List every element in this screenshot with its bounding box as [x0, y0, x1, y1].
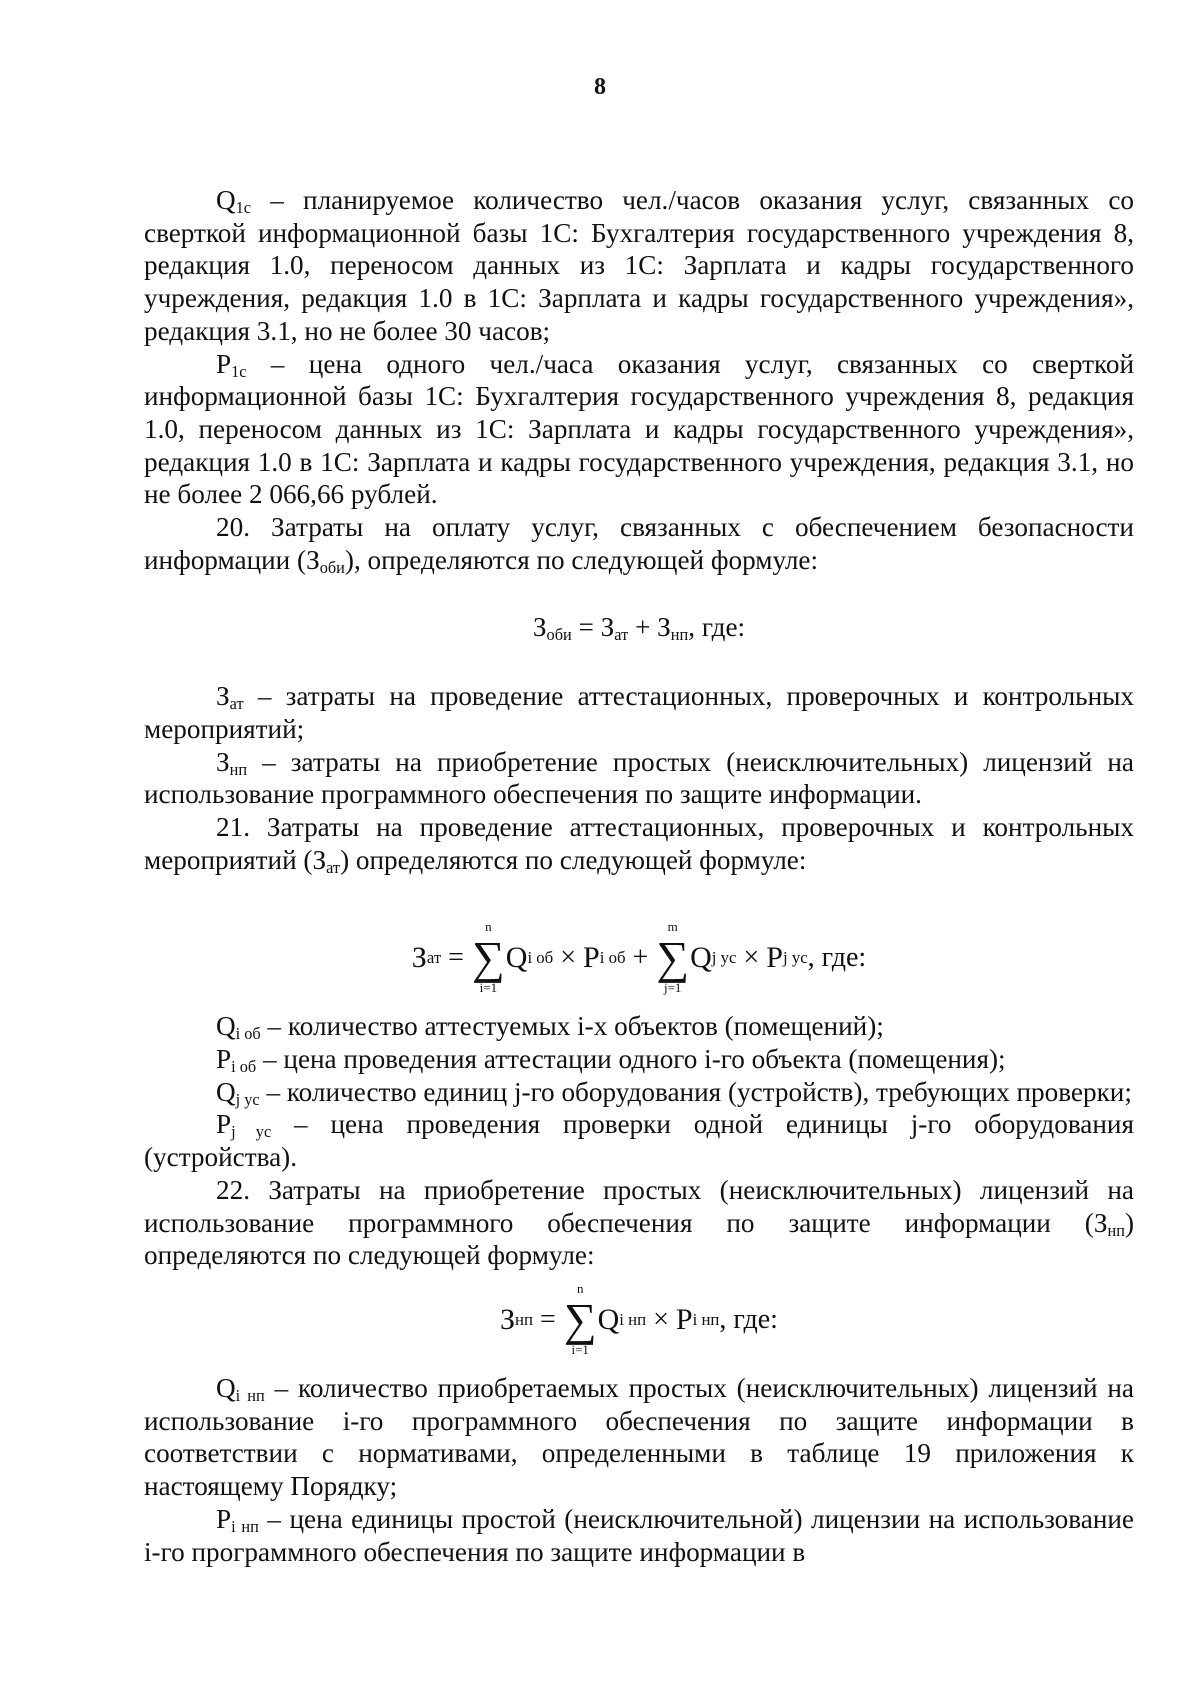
- formula-tail: , где:: [688, 612, 746, 643]
- symbol: P: [216, 1109, 232, 1140]
- formula-var: Q: [690, 941, 712, 974]
- formula-var: P: [583, 941, 600, 974]
- symbol-subscript: 1с: [231, 361, 247, 381]
- formula-tail: , где:: [719, 1303, 778, 1335]
- sum-upper-limit: n: [576, 1280, 584, 1296]
- formula-license-costs: [144, 1276, 1134, 1364]
- paragraph-text: ) определяются по следующей формуле:: [144, 1207, 1134, 1271]
- formula-subscript: ат: [614, 625, 629, 645]
- formula-var: P: [766, 941, 783, 974]
- formula-equals: =: [448, 942, 464, 973]
- sum-sign: [656, 920, 689, 996]
- symbol-subscript: нп: [229, 759, 248, 779]
- symbol: З: [216, 681, 230, 712]
- formula-var: З: [500, 1302, 516, 1336]
- formula-term: = З: [571, 612, 615, 643]
- symbol: Q: [216, 1011, 236, 1042]
- paragraph-text: – количество приобретаемых простых (неисключительных) лицензий на использование i-го программного обеспечения по защите информации в соответствии с нормативами, определенными в таблице 19 приложения к настоящему Порядку;: [144, 1372, 1134, 1502]
- paragraph-text: – затраты на проведение аттестационных, проверочных и контрольных мероприятий;: [144, 681, 1134, 744]
- paragraph-text: 22. Затраты на приобретение простых (неисключительных) лицензий на использование программного обеспечения по защите информации (З: [144, 1174, 1134, 1238]
- formula-term: P i об: [583, 941, 626, 974]
- formula-security-costs: [144, 611, 1134, 644]
- paragraph-text: 21. Затраты на проведение аттестационных, проверочных и контрольных мероприятий (З: [144, 811, 1134, 875]
- paragraph-item-21: [144, 811, 1134, 876]
- formula-var: P: [675, 1302, 693, 1336]
- sum-sign: [564, 1282, 597, 1358]
- paragraph-text: 20. Затраты на оплату услуг, связанных с обеспечением безопасности информации (З: [144, 512, 1134, 575]
- symbol: Q: [216, 1372, 236, 1403]
- formula-times: ×: [743, 942, 760, 973]
- symbol: Q: [216, 185, 236, 215]
- sum-lower-limit: j=1: [663, 980, 682, 996]
- formula-attestation-costs: [144, 910, 1134, 1006]
- symbol-subscript: нп: [1107, 1220, 1125, 1240]
- sum-upper-limit: n: [485, 919, 492, 935]
- page-number: 8: [594, 74, 606, 100]
- paragraph-pinp: [144, 1503, 1134, 1568]
- paragraph-text: ) определяются по следующей формуле:: [340, 844, 807, 875]
- paragraph-item-22: [144, 1174, 1134, 1272]
- paragraph-text: – количество единиц j-го оборудования (устройств), требующих проверки;: [259, 1076, 1132, 1107]
- formula-term: P j ус: [766, 941, 808, 974]
- paragraph-q1c: [144, 184, 1134, 348]
- symbol-subscript: 1с: [235, 198, 252, 218]
- formula-equals: =: [540, 1303, 556, 1335]
- sigma-glyph: ∑: [563, 1293, 597, 1345]
- formula-times: ×: [653, 1303, 669, 1335]
- paragraph-pjus: [144, 1108, 1134, 1173]
- formula-var: Q: [597, 1302, 620, 1336]
- paragraph-text: – цена проведения аттестации одного i-го объекта (помещения);: [256, 1044, 1006, 1075]
- paragraph-zat: [144, 680, 1134, 745]
- paragraph-p1c: [144, 348, 1134, 512]
- paragraph-piob: [144, 1043, 1134, 1076]
- formula-plus: +: [632, 942, 649, 973]
- paragraph-text: – цена одного чел./часа оказания услуг, связанных со сверткой информационной базы 1С: Бухгалтерия государственного учреждения 8, редакция 1.0, переносом данных из 1С: Зарплата и кадры государственного учреждения», редакция 1.0 в 1С: Зарплата и кадры государственного учреждения, редакция 3.1, но не более 2 066,66 рублей.: [144, 348, 1134, 510]
- formula-subscript: нп: [670, 625, 689, 645]
- symbol: P: [216, 1503, 232, 1534]
- paragraph-qinp: [144, 1372, 1134, 1503]
- formula-term: Q j ус: [690, 941, 737, 974]
- sum-lower-limit: i=1: [571, 1341, 589, 1357]
- formula-lhs: З нп: [500, 1302, 534, 1336]
- paragraph-text: – планируемое количество чел./часов оказания услуг, связанных со сверткой информационной базы 1С: Бухгалтерия государственного учреждения 8, редакция 1.0, переносом данных из 1С: Зарплата и кадры государственного учреждения, редакция 1.0 в 1С: Зарплата и кадры государственного учреждения», редакция 3.1, но не более 30 часов;: [144, 185, 1134, 346]
- paragraph-text: – затраты на приобретение простых (неисключительных) лицензий на использование программного обеспечения по защите информации.: [144, 746, 1134, 810]
- paragraph-item-20: [144, 511, 1134, 576]
- sum-sign: [472, 920, 505, 996]
- paragraph-qiob: [144, 1010, 1134, 1043]
- formula-tail: , где:: [807, 942, 867, 973]
- symbol: Q: [216, 1076, 236, 1107]
- formula-term: Q i нп: [597, 1302, 647, 1336]
- symbol-subscript: ат: [229, 694, 244, 714]
- paragraph-text: – цена единицы простой (неисключительной) лицензии на использование i-го программного обеспечения по защите информации в: [144, 1503, 1134, 1567]
- paragraph-text: – количество аттестуемых i-х объектов (помещений);: [260, 1011, 884, 1042]
- symbol-subscript: j ус: [235, 1089, 260, 1109]
- formula-lhs: З: [532, 612, 547, 643]
- symbol-subscript: i об: [231, 1057, 257, 1077]
- symbol-subscript: i нп: [235, 1386, 265, 1406]
- sigma-glyph: ∑: [656, 932, 690, 984]
- symbol-subscript: оби: [319, 557, 345, 577]
- formula-lhs: З ат: [411, 941, 442, 974]
- sigma-glyph: ∑: [471, 932, 505, 984]
- formula-times: ×: [560, 942, 577, 973]
- paragraph-text: ), определяются по следующей формуле:: [344, 544, 819, 575]
- formula-term: Q i об: [505, 941, 554, 974]
- symbol: P: [216, 348, 232, 379]
- formula-term: P i нп: [675, 1302, 720, 1336]
- formula-var: З: [411, 941, 427, 974]
- symbol-subscript: i об: [235, 1024, 261, 1044]
- symbol: З: [216, 746, 230, 777]
- formula-term: + З: [628, 612, 671, 643]
- symbol-subscript: ат: [326, 857, 341, 877]
- paragraph-qjus: [144, 1076, 1134, 1109]
- sum-upper-limit: m: [667, 919, 678, 935]
- symbol-subscript: i нп: [231, 1516, 259, 1536]
- sum-lower-limit: i=1: [479, 980, 498, 996]
- symbol-subscript: j ус: [231, 1122, 272, 1142]
- document-body: [144, 184, 1134, 1568]
- paragraph-text: – цена проведения проверки одной единицы j-го оборудования (устройства).: [144, 1109, 1134, 1173]
- paragraph-znp: [144, 746, 1134, 811]
- symbol: P: [216, 1044, 232, 1075]
- formula-lhs-subscript: оби: [546, 625, 572, 645]
- formula-var: Q: [505, 941, 528, 974]
